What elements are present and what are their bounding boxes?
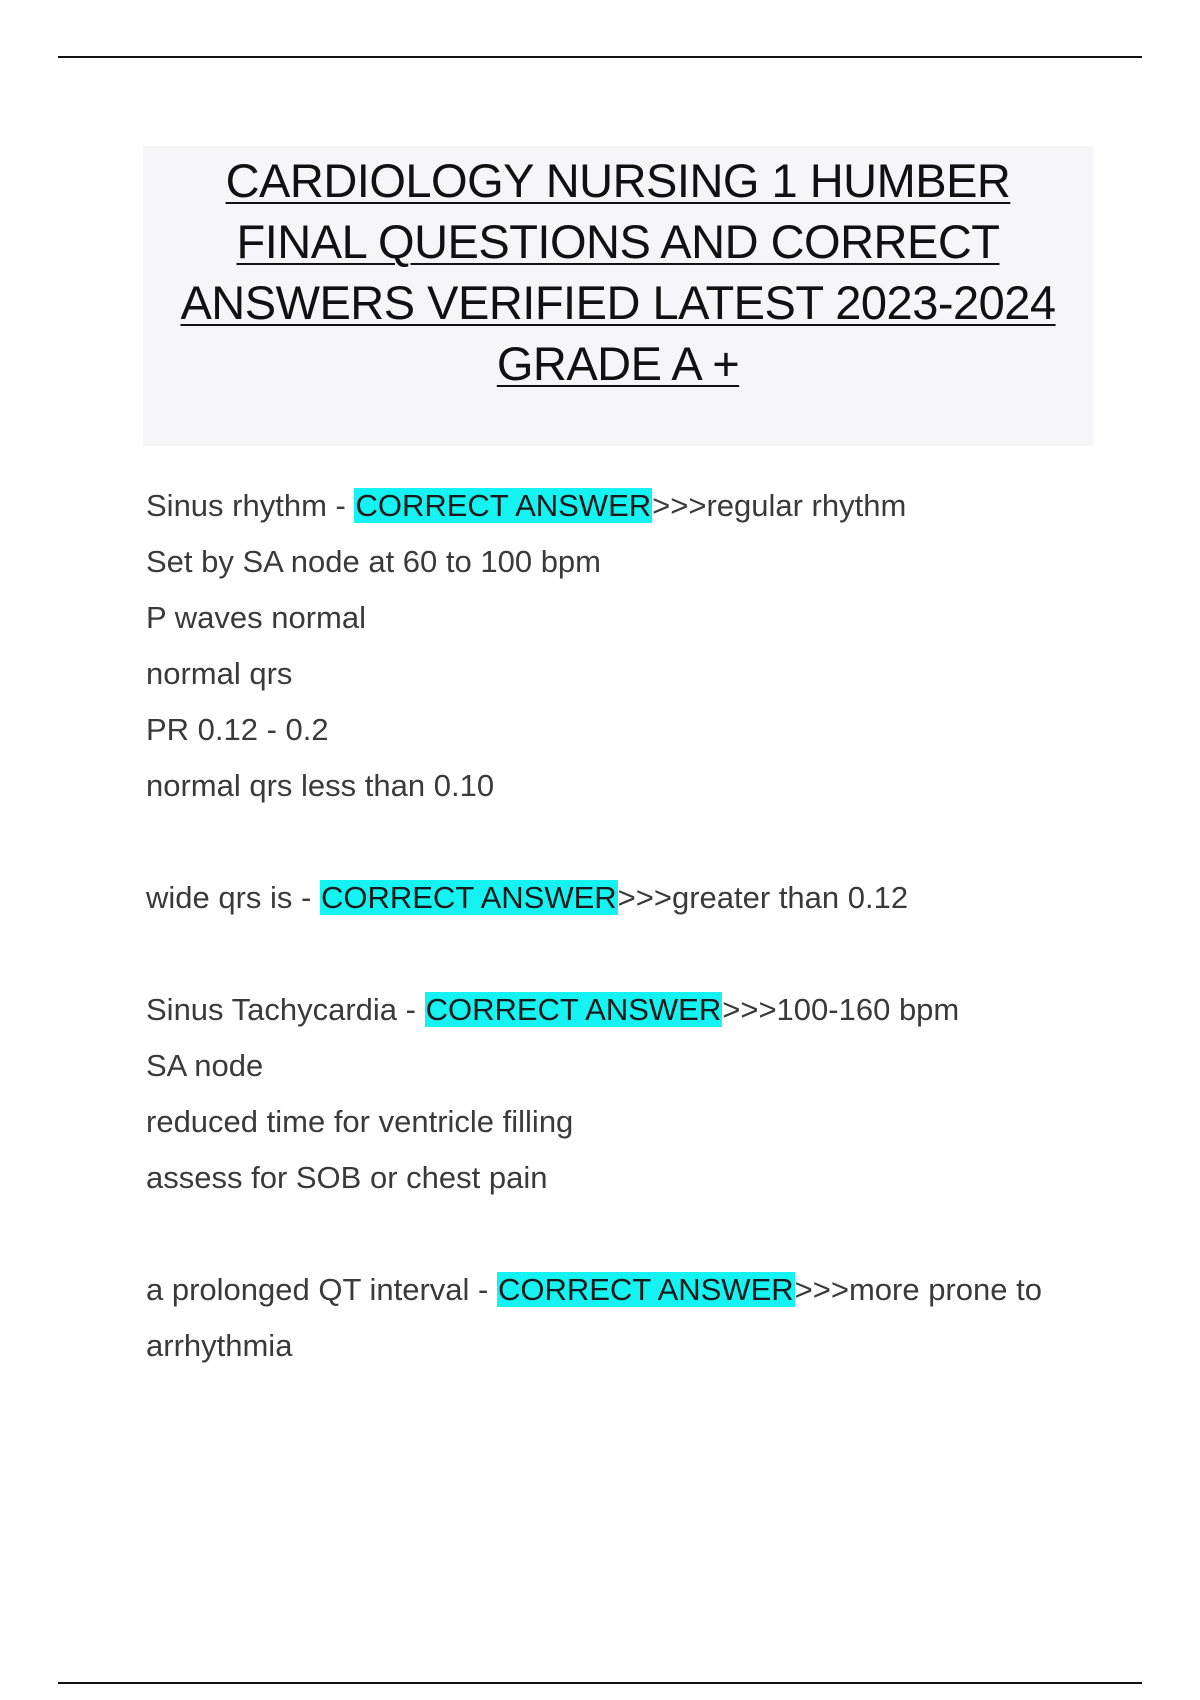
correct-answer-highlight: CORRECT ANSWER [355, 488, 652, 523]
answer-detail-line: arrhythmia [146, 1328, 293, 1363]
question-text: Sinus rhythm - [146, 488, 355, 523]
answer-detail-line: assess for SOB or chest pain [146, 1160, 548, 1195]
top-rule [58, 56, 1142, 58]
qa-question-line [146, 478, 1106, 534]
question-text: wide qrs is - [146, 880, 320, 915]
correct-answer-highlight: CORRECT ANSWER [320, 880, 617, 915]
entry-spacer [146, 926, 1106, 982]
entry-spacer [146, 1206, 1106, 1262]
title-line: GRADE A + [496, 337, 740, 390]
answer-text: >>>more prone to [794, 1272, 1042, 1307]
answer-detail-line: normal qrs less than 0.10 [146, 768, 495, 803]
qa-question-line [146, 982, 1106, 1038]
title-line: CARDIOLOGY NURSING 1 HUMBER [225, 154, 1011, 207]
answer-text: >>>regular rhythm [652, 488, 907, 523]
answer-text: >>>greater than 0.12 [617, 880, 909, 915]
answer-detail-line: Set by SA node at 60 to 100 bpm [146, 544, 601, 579]
correct-answer-highlight: CORRECT ANSWER [425, 992, 722, 1027]
qa-content [146, 478, 1106, 1374]
bottom-rule [58, 1682, 1142, 1684]
qa-question-line [146, 1262, 1106, 1318]
qa-question-line [146, 870, 1106, 926]
title-line: FINAL QUESTIONS AND CORRECT [236, 215, 1000, 268]
correct-answer-highlight: CORRECT ANSWER [497, 1272, 794, 1307]
title-line: ANSWERS VERIFIED LATEST 2023-2024 [180, 276, 1056, 329]
question-text: a prolonged QT interval - [146, 1272, 497, 1307]
answer-detail-line: reduced time for ventricle filling [146, 1104, 574, 1139]
answer-text: >>>100-160 bpm [722, 992, 960, 1027]
answer-detail-line: P waves normal [146, 600, 366, 635]
answer-detail-line: SA node [146, 1048, 264, 1083]
answer-detail-line: PR 0.12 - 0.2 [146, 712, 329, 747]
entry-spacer [146, 814, 1106, 870]
question-text: Sinus Tachycardia - [146, 992, 425, 1027]
answer-detail-line: normal qrs [146, 656, 293, 691]
document-title-box [143, 146, 1093, 446]
